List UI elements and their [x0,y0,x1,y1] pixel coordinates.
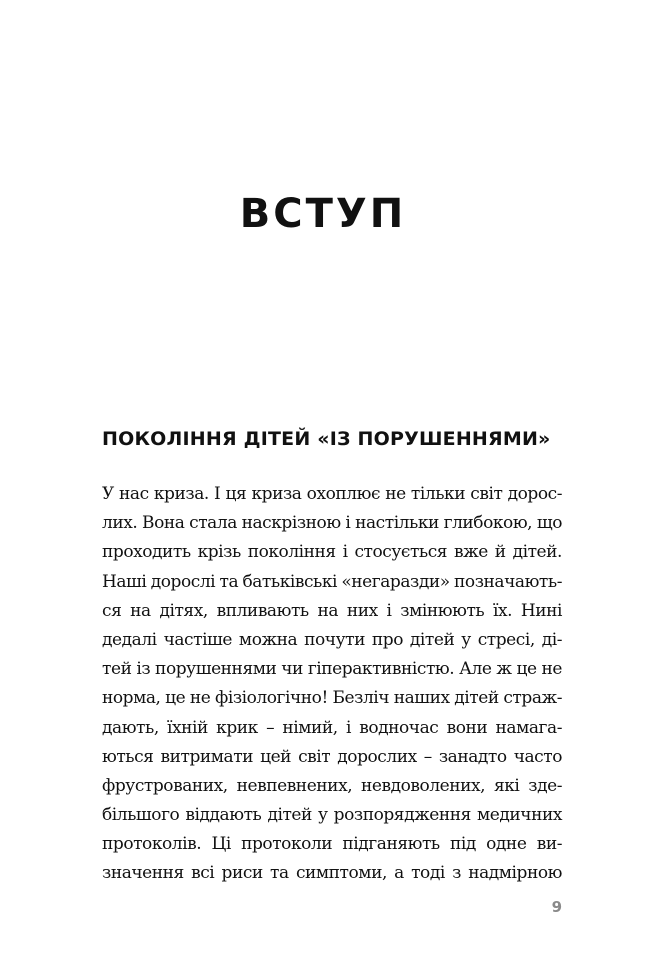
body-line: лих. Вона стала наскрізною і настільки глибокою, що [102,513,562,534]
body-line: більшого віддають дітей у розпорядження медичних [102,805,562,826]
body-line: значення всі риси та симптоми, а тоді з надмірною [102,863,562,884]
body-line: проходить крізь покоління і стосується вже й дітей. [102,542,562,563]
body-line: норма, це не фізіологічно! Безліч наших дітей страж- [102,688,562,709]
body-line: дають, їхній крик – німий, і водночас вони намага- [102,717,562,738]
body-line: ються витримати цей світ дорослих – занадто часто [102,746,562,767]
chapter-title: ВСТУП [239,191,407,237]
body-line: тей із порушеннями чи гіперактивністю. Але ж це не [102,659,562,680]
body-paragraph [102,480,562,889]
page-number: 9 [551,898,562,916]
body-line: У нас криза. І ця криза охоплює не тільки світ дорос- [102,484,562,504]
section-heading: ПОКОЛІННЯ ДІТЕЙ «ІЗ ПОРУШЕННЯМИ» [102,428,551,450]
body-line: ся на дітях, впливають на них і змінюють їх. Нині [102,600,562,621]
body-line: дедалі частіше можна почути про дітей у стресі, ді- [102,629,562,650]
body-line: Наші дорослі та батьківські «негаразди» позначають- [102,571,562,592]
body-line: фрустрованих, невпевнених, невдоволених, які зде- [102,775,562,796]
body-line: протоколів. Ці протоколи підганяють під одне ви- [102,834,562,855]
